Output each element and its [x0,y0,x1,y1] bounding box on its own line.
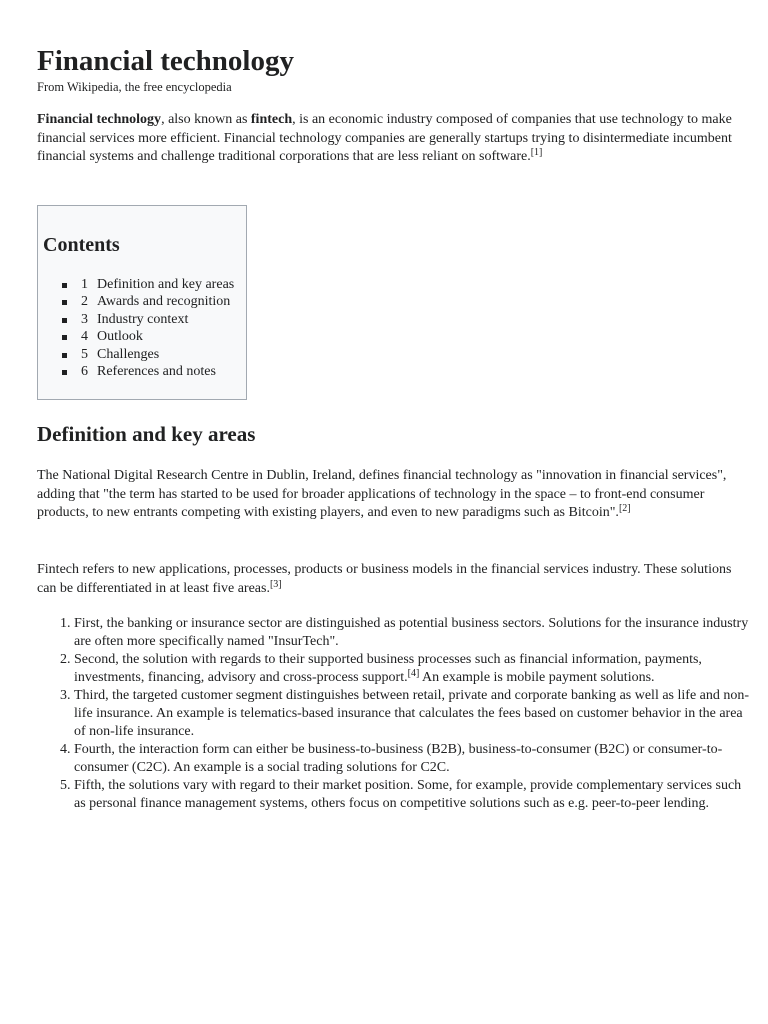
list-item [74,615,754,651]
toc-item-number: 5 [81,346,88,362]
toc-item-label: Outlook [97,329,143,345]
toc-item-industry-context[interactable] [62,311,234,328]
toc-item-outlook[interactable] [62,328,234,345]
intro-term-fintech: fintech [250,112,293,127]
list-item-text: Fifth, the solutions vary with regard to their market position. Some, for example, provide complementary services such as personal finance management systems, others focus on competitive solutions such as e.g. peer-to-peer lending. [74,778,742,811]
fintech-text: Fintech refers to new applications, processes, products or business models in the financial services industry. These solutions can be differentiated in at least five areas. [37,562,732,596]
definition-text: The National Digital Research Centre in Dublin, Ireland, defines financial technology as "innovation in financial services", adding that "the term has started to be used for broader applications of technology in the space – to front-end consumer products, to new entrants competing with existing players, and even to new paradigms such as Bitcoin". [37,468,727,520]
toc-item-number: 1 [81,277,88,292]
toc-item-number: 6 [81,364,88,380]
intro-text-2: , is an economic industry composed of companies that use technology to make financial services more efficient. Financial technology companies are generally startups trying to disintermediate incumbent financial systems and challenge traditional corporations that are less reliant on software. [37,112,732,164]
toc-title: Contents [43,234,120,256]
toc-item-number: 3 [81,311,88,327]
definition-paragraph [37,467,735,523]
list-item [74,651,754,687]
intro-paragraph [37,111,735,167]
toc-item-number: 2 [81,294,88,310]
toc-item-label: References and notes [97,364,216,380]
toc-item-label: Industry context [97,311,189,327]
page-title: Financial technology [37,45,294,77]
list-item-text: Third, the targeted customer segment distinguishes between retail, private and corporate banking as well as life and non-life insurance. An example is telematics-based insurance that calculates the fees based on customer behavior in the area of non-life insurance. [74,688,750,739]
toc-item-references[interactable] [62,363,234,380]
toc-item-definition[interactable] [62,276,234,293]
list-item-text: First, the banking or insurance sector are distinguished as potential business sectors. Solutions for the insurance industry are often more specifically named "InsurTech". [74,616,749,649]
section-heading-definition: Definition and key areas [37,422,256,446]
list-item [74,777,754,813]
toc-item-label: Challenges [97,346,160,362]
list-item-text-after: An example is mobile payment solutions. [419,670,655,685]
table-of-contents [37,205,247,400]
fintech-paragraph [37,561,735,598]
toc-item-label: Definition and key areas [97,277,235,292]
toc-item-number: 4 [81,329,88,345]
toc-list [62,276,234,380]
intro-term-financial-technology: Financial technology [37,112,162,127]
site-tagline: From Wikipedia, the free encyclopedia [37,80,232,94]
toc-item-awards[interactable] [62,293,234,310]
reference-link-2[interactable]: [2] [618,503,631,514]
list-item [74,741,754,777]
list-item [74,687,754,741]
list-item-text: Second, the solution with regards to their supported business processes such as financial information, payments, investments, financing, advisory and cross-process support. [74,652,702,685]
toc-item-challenges[interactable] [62,346,234,363]
list-item-text: Fourth, the interaction form can either be business-to-business (B2B), business-to-consumer (B2C) or consumer-to-consumer (C2C). An example is a social trading solutions for C2C. [74,742,723,775]
reference-link-3[interactable]: [3] [269,578,282,590]
intro-text-1: , also known as [161,112,251,127]
toc-item-label: Awards and recognition [97,294,231,310]
reference-link-4[interactable]: [4] [407,668,420,679]
reference-link-1[interactable]: [1] [530,147,543,158]
five-areas-list [37,615,754,813]
